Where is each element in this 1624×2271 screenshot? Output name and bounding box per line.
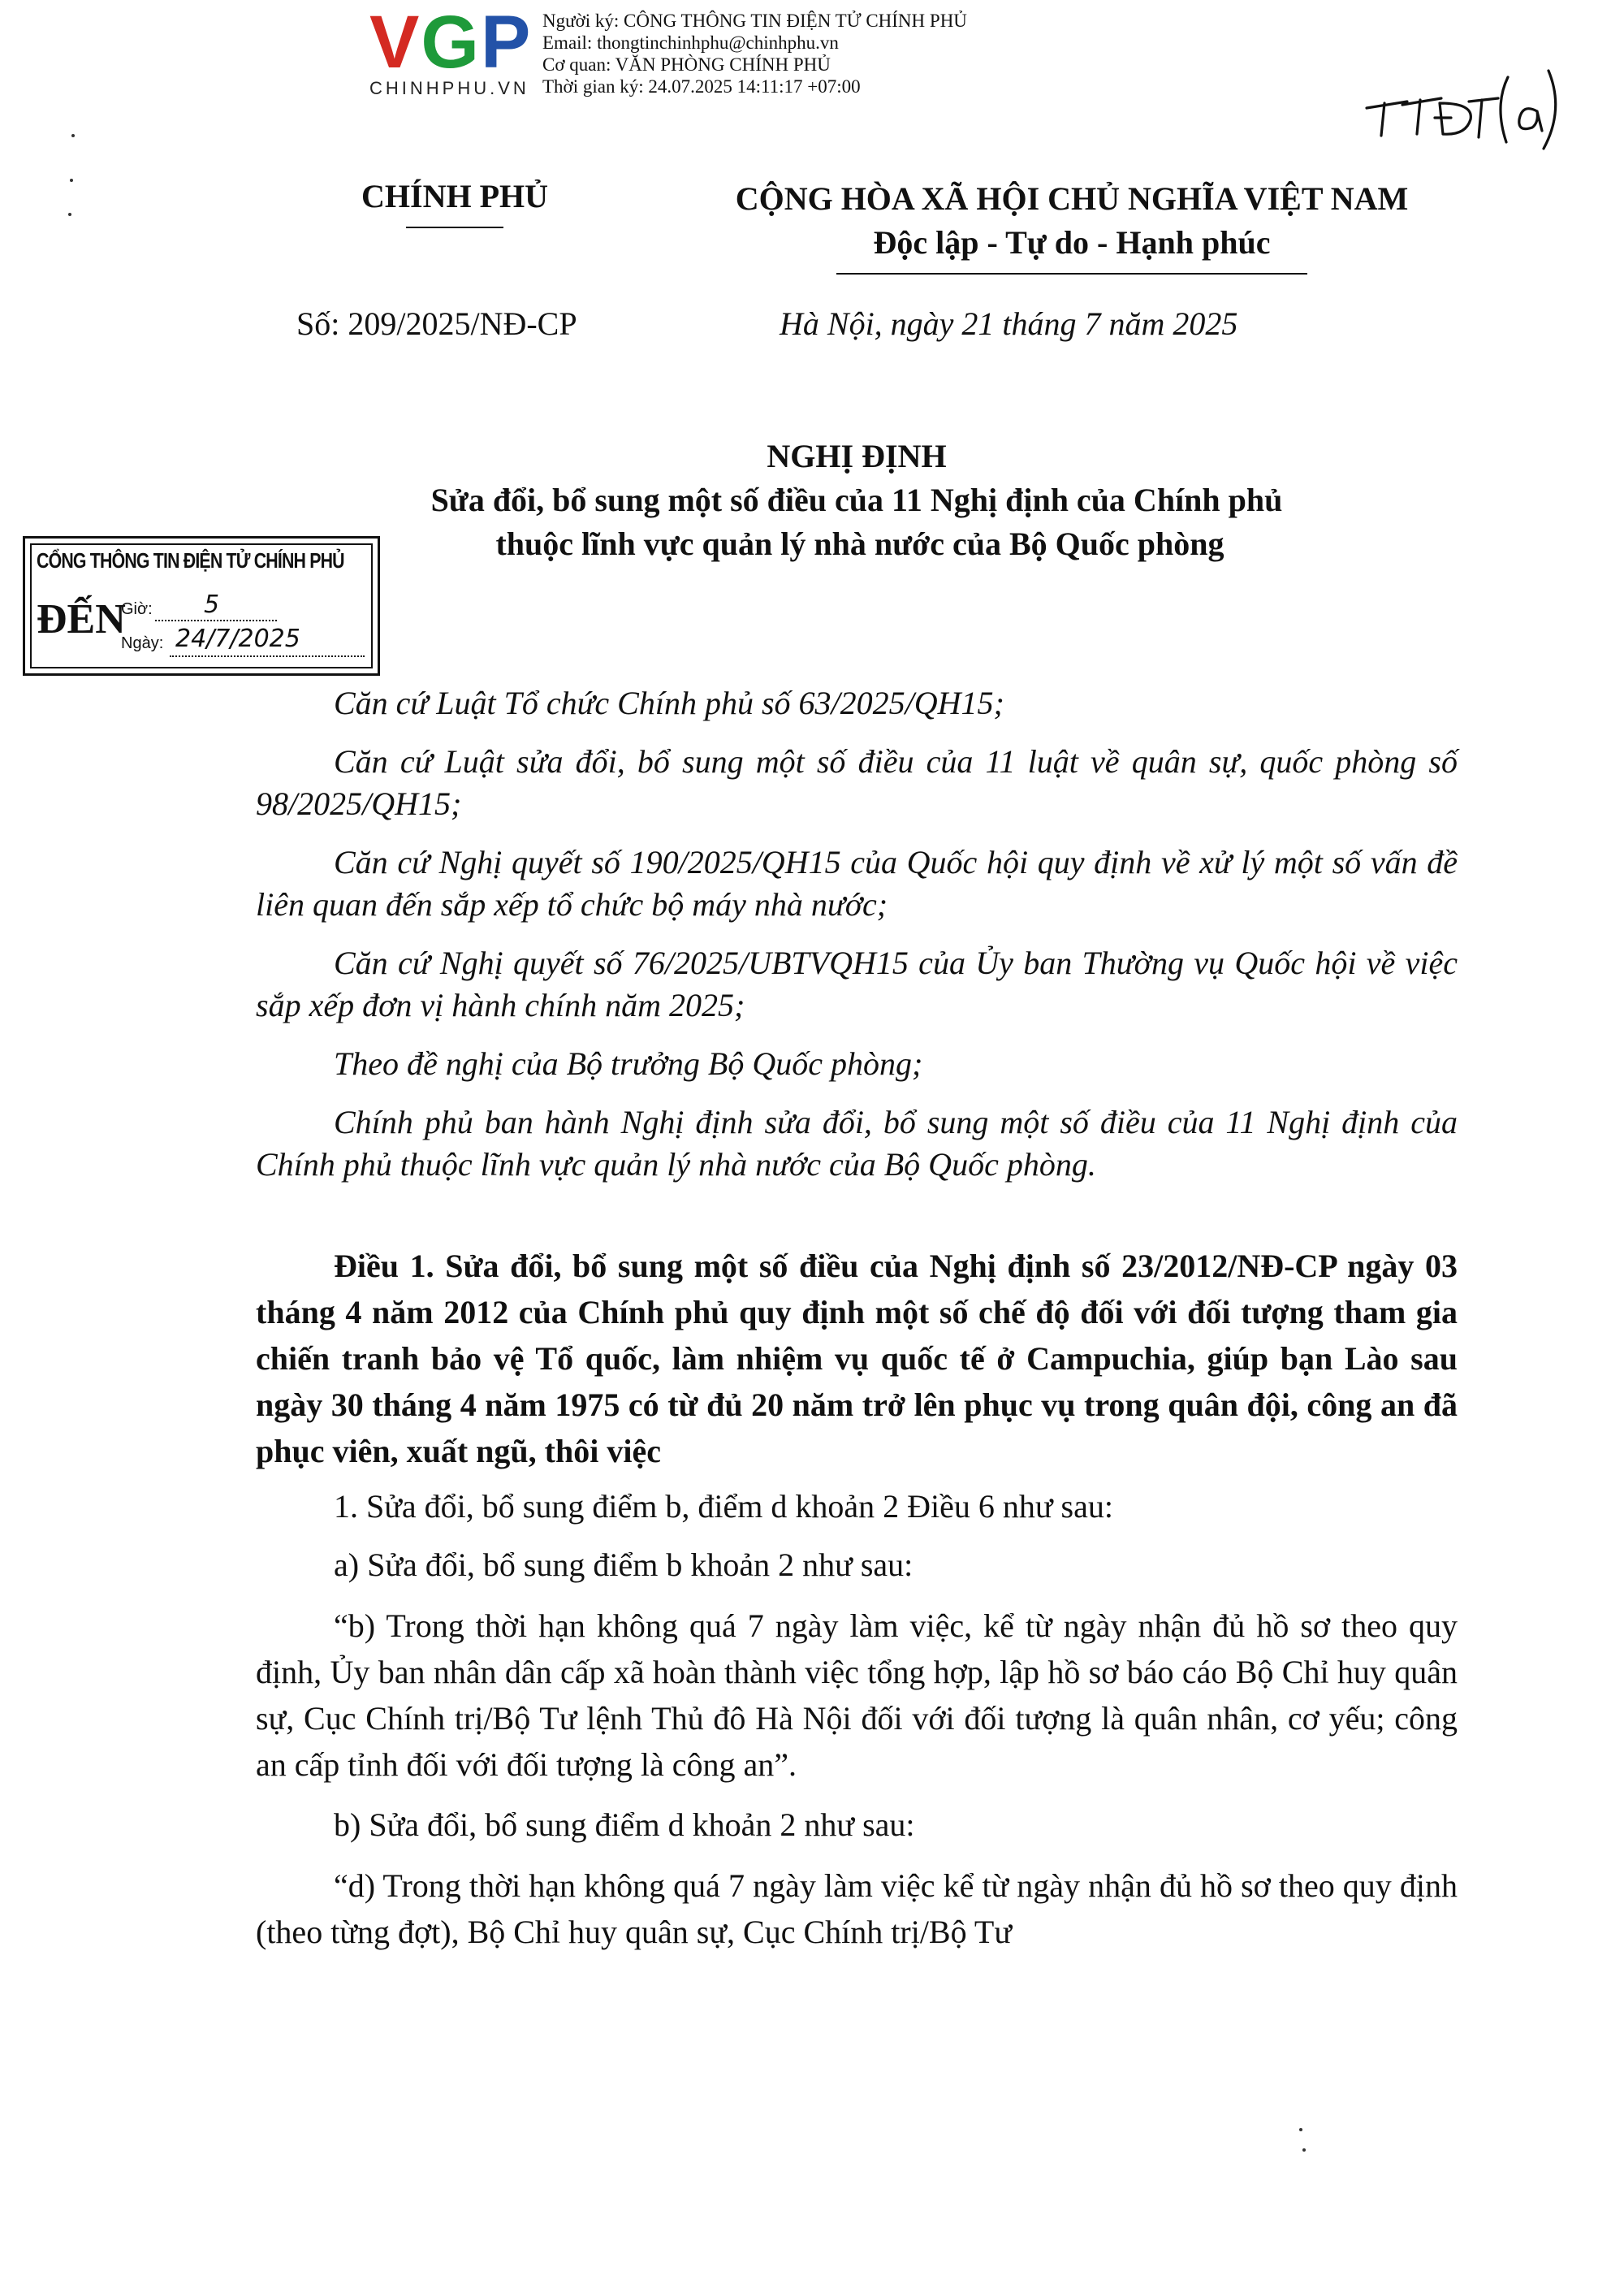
logo-letter-g: G	[421, 1, 481, 84]
stamp-gio-value: 5	[204, 590, 220, 619]
document-number: Số: 209/2025/NĐ-CP	[296, 305, 577, 342]
article-1-para-1: 1. Sửa đổi, bổ sung điểm b, điểm d khoản 2 Điều 6 như sau:	[334, 1488, 1113, 1525]
place-date: Hà Nội, ngày 21 tháng 7 năm 2025	[780, 305, 1238, 342]
stamp-gio-dots	[155, 620, 277, 621]
scan-speck	[68, 213, 71, 216]
national-header	[666, 177, 1478, 275]
preamble-4: Căn cứ Nghị quyết số 76/2025/UBTVQH15 của Ủy ban Thường vụ Quốc hội về việc sắp xếp đơn vị hành chính năm 2025;	[256, 945, 1458, 1023]
scan-speck	[71, 134, 75, 137]
issuer-name: CHÍNH PHỦ	[361, 178, 548, 214]
handnote-text: TTĐT(2)	[1360, 61, 1363, 62]
logo-subtitle: CHINHPHU.VN	[369, 78, 529, 98]
article-1-para-5: “d) Trong thời hạn không quá 7 ngày làm việc kể từ ngày nhận đủ hồ sơ theo quy định (theo từng đợt), Bộ Chỉ huy quân sự, Cục Chính trị/Bộ Tư	[256, 1867, 1458, 1950]
logo-letter-p: P	[480, 1, 533, 84]
stamp-ngay-label: Ngày:	[121, 634, 164, 652]
stamp-ngay-value: 24/7/2025	[175, 625, 300, 653]
preamble-2: Căn cứ Luật sửa đổi, bổ sung một số điều của 11 luật về quân sự, quốc phòng số 98/2025/QH15;	[256, 743, 1458, 822]
preamble-1: Căn cứ Luật Tổ chức Chính phủ số 63/2025/QH15;	[334, 685, 1004, 721]
article-1-para-4: b) Sửa đổi, bổ sung điểm d khoản 2 như sau:	[334, 1806, 915, 1843]
stamp-den: ĐẾN	[37, 596, 126, 642]
signature-time: Thời gian ký: 24.07.2025 14:11:17 +07:00	[542, 76, 861, 97]
motto: Độc lập - Tự do - Hạnh phúc	[873, 224, 1271, 261]
stamp-title: CỔNG THÔNG TIN ĐIỆN TỬ CHÍNH PHỦ	[37, 548, 344, 573]
signature-signer: Người ký: CÔNG THÔNG TIN ĐIỆN TỬ CHÍNH PHỦ	[542, 11, 967, 31]
stamp-ngay-dots	[170, 655, 365, 657]
article-1-heading: Điều 1. Sửa đổi, bổ sung một số điều của Nghị định số 23/2012/NĐ-CP ngày 03 tháng 4 năm 2012 của Chính phủ quy định một số chế độ đối với đối tượng tham gia chiến tranh bảo vệ Tổ quốc, làm nhiệm vụ quốc tế ở Campuchia, giúp bạn Lào sau ngày 30 tháng 4 năm 1975 có từ đủ 20 năm trở lên phục vụ trong quân đội, công an đã phục viên, xuất ngũ, thôi việc	[256, 1248, 1458, 1469]
motto-underline	[836, 273, 1307, 275]
vgp-logo	[369, 1, 540, 98]
document-type: NGHỊ ĐỊNH	[767, 438, 947, 474]
document-body	[256, 682, 1458, 1955]
document-title	[276, 435, 1437, 566]
digital-signature	[542, 10, 967, 97]
title-line-1: Sửa đổi, bổ sung một số điều của 11 Nghị định của Chính phủ	[430, 482, 1283, 518]
preamble-6: Chính phủ ban hành Nghị định sửa đổi, bổ sung một số điều của 11 Nghị định của Chính phủ thuộc lĩnh vực quản lý nhà nước của Bộ Quốc phòng.	[256, 1104, 1458, 1183]
scan-speck	[70, 179, 73, 182]
signature-agency: Cơ quan: VĂN PHÒNG CHÍNH PHỦ	[542, 54, 831, 75]
signature-email: Email: thongtinchinhphu@chinhphu.vn	[542, 32, 839, 53]
stamp-gio-label: Giờ:	[121, 600, 153, 618]
preamble-5: Theo đề nghị của Bộ trưởng Bộ Quốc phòng;	[334, 1045, 923, 1082]
issuer-block	[309, 177, 601, 228]
article-1-para-2: a) Sửa đổi, bổ sung điểm b khoản 2 như sau:	[334, 1546, 914, 1583]
logo-letter-v: V	[369, 1, 421, 84]
handwritten-note	[1360, 61, 1563, 158]
country-name: CỘNG HÒA XÃ HỘI CHỦ NGHĨA VIỆT NAM	[735, 180, 1409, 217]
scan-speck	[1299, 2128, 1302, 2131]
issuer-underline	[406, 227, 503, 228]
title-line-2: thuộc lĩnh vực quản lý nhà nước của Bộ Quốc phòng	[495, 526, 1224, 562]
scan-speck	[1302, 2148, 1306, 2152]
preamble-3: Căn cứ Nghị quyết số 190/2025/QH15 của Quốc hội quy định về xử lý một số vấn đề liên quan đến sắp xếp tổ chức bộ máy nhà nước;	[256, 844, 1458, 923]
article-1-para-3: “b) Trong thời hạn không quá 7 ngày làm việc, kể từ ngày nhận đủ hồ sơ theo quy định, Ủy ban nhân dân cấp xã hoàn thành việc tổng hợp, lập hồ sơ báo cáo Bộ Chỉ huy quân sự, Cục Chính trị/Bộ Tư lệnh Thủ đô Hà Nội đối với đối tượng là quân nhân, cơ yếu; công an cấp tỉnh đối với đối tượng là công an”.	[256, 1607, 1458, 1783]
received-stamp	[23, 536, 380, 676]
